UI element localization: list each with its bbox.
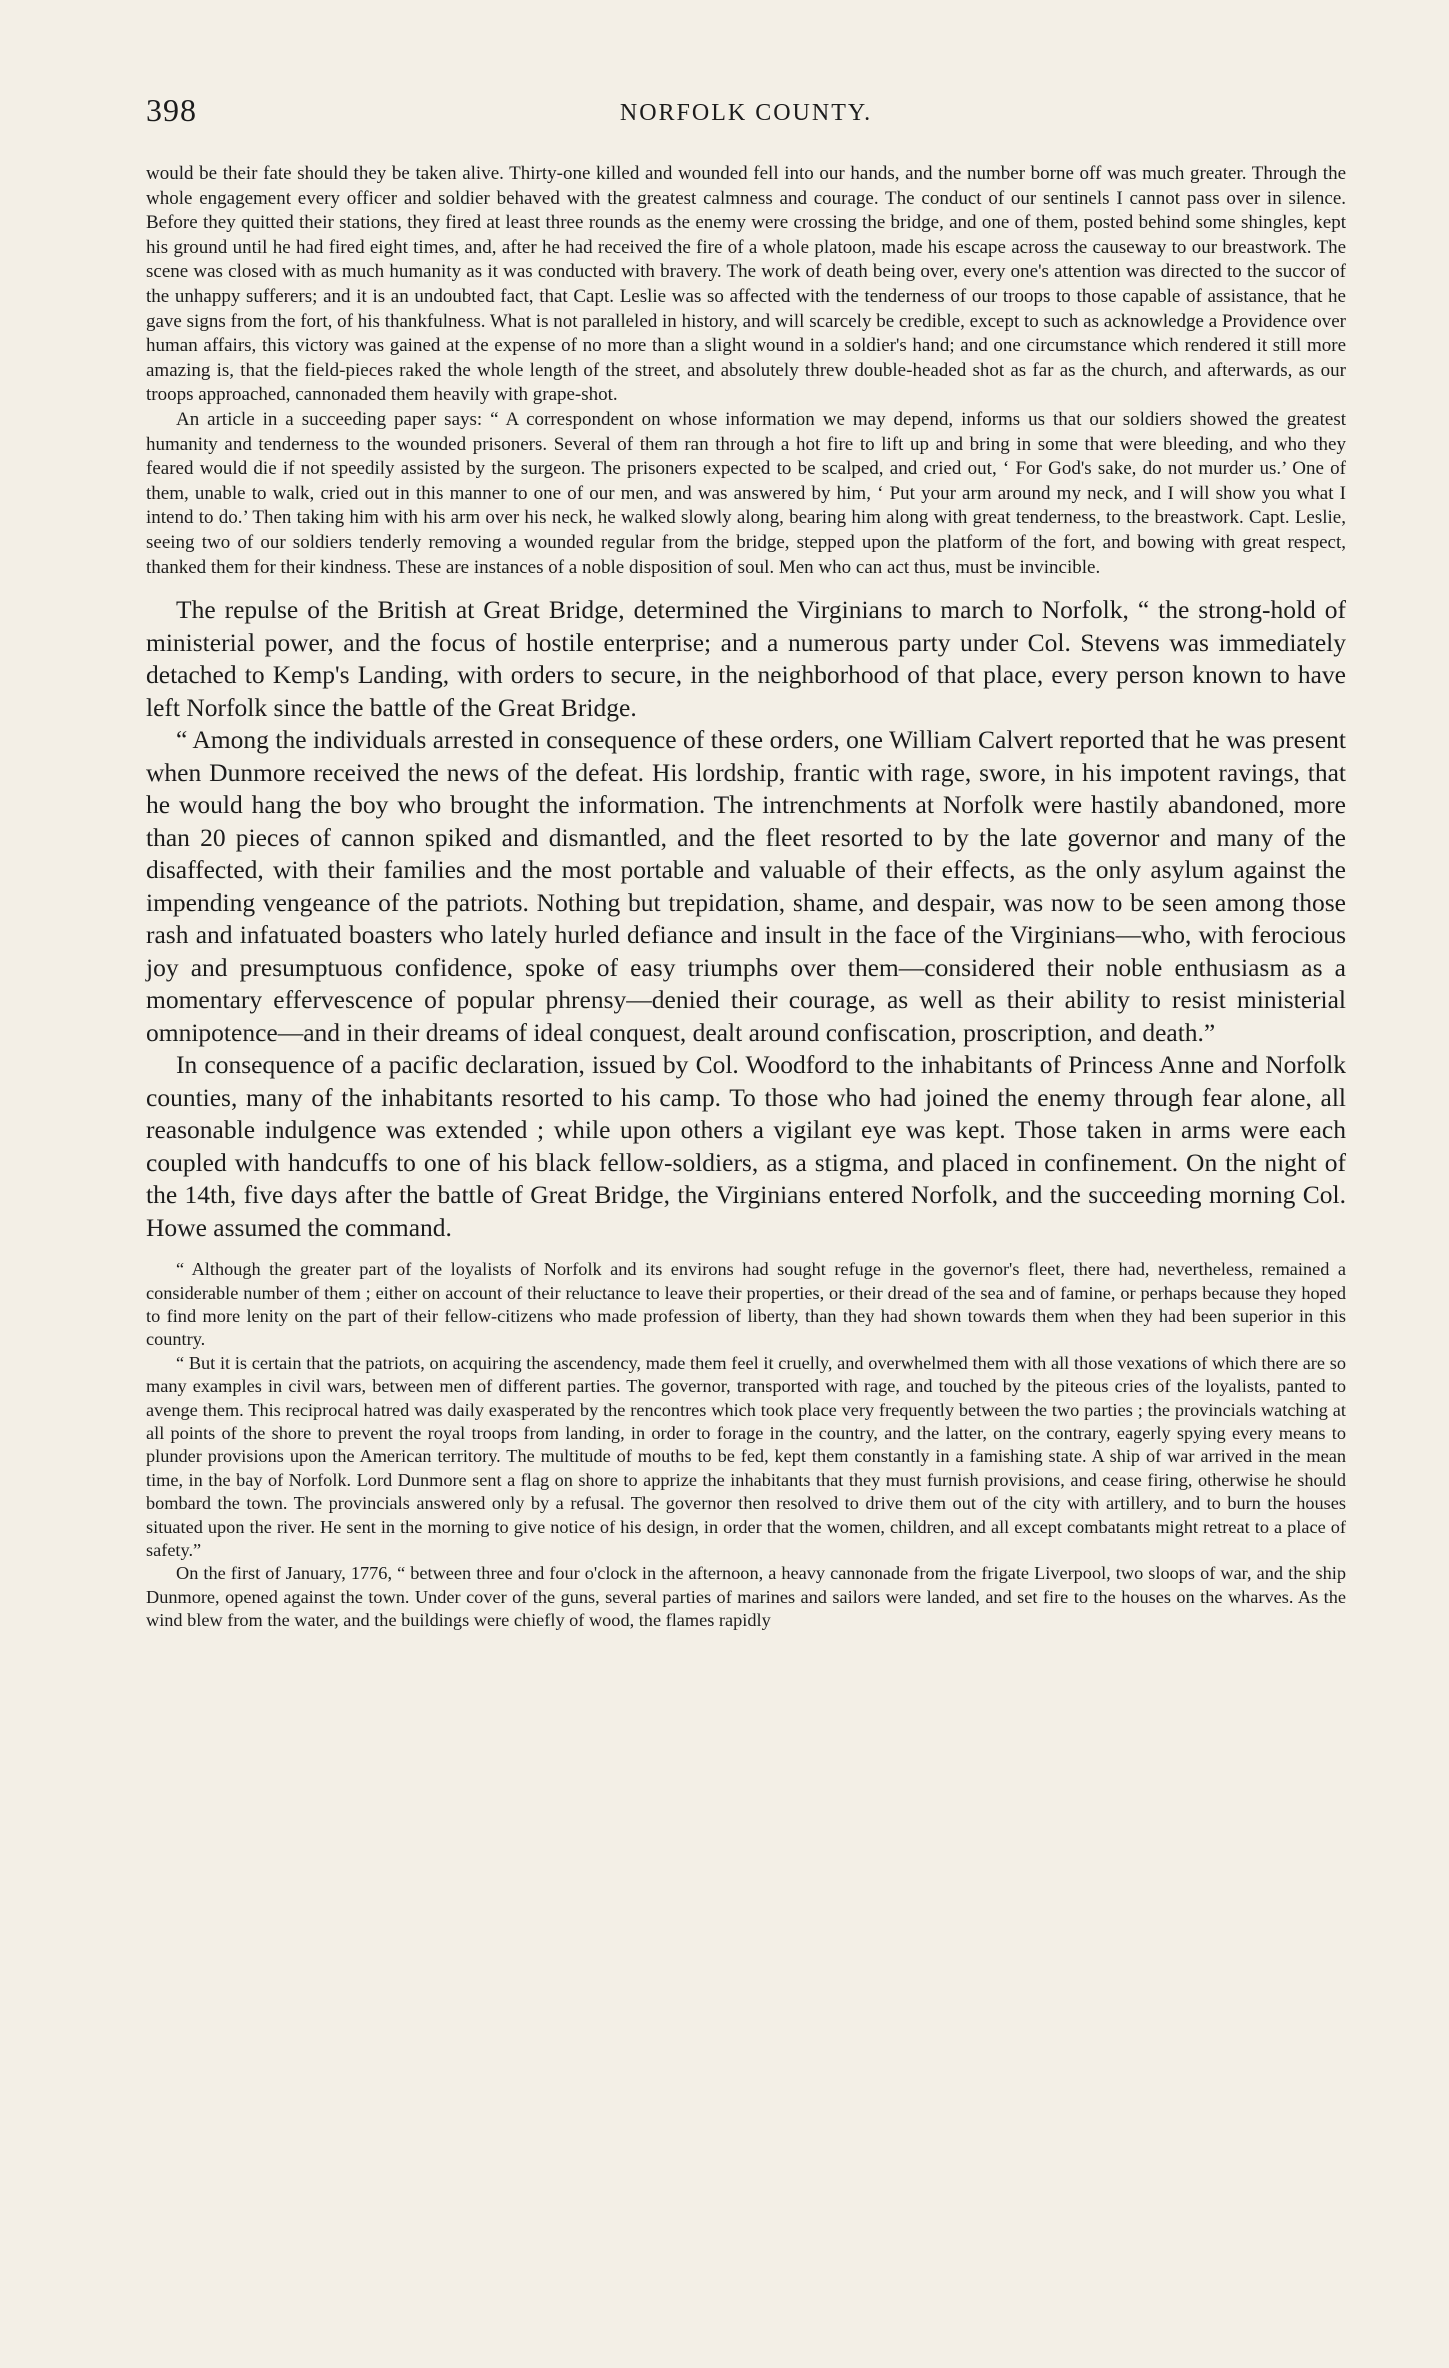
main-paragraph: In consequence of a pacific declaration, issued by Col. Woodford to the inhabitants of Princess Anne and Norfolk counties, many of the inhabitants resorted to his camp. To those who had joined the enemy through fear alone, all reasonable indulgence was extended ; while upon others a vigilant eye was kept. Those taken in arms were each coupled with handcuffs to one of his black fellow-soldiers, as a stigma, and placed in confinement. On the night of the 14th, five days after the battle of Great Bridge, the Virginians entered Norfolk, and the succeeding morning Col. Howe assumed the command. <box>146 1050 1346 1242</box>
extract-paragraph: “ But it is certain that the patriots, on acquiring the ascendency, made them feel it cruelly, and overwhelmed them with all those vexations of which there are so many examples in civil wars, between men of different parties. The governor, transported with rage, and touched by the piteous cries of the loyalists, panted to avenge them. This reciprocal hatred was daily exasperated by the rencontres which took place very frequently between the two parties ; the provincials watching at all points of the shore to prevent the royal troops from landing, in order to forage in the country, and the latter, on the contrary, eagerly spying every means to plunder provisions upon the American territory. The multitude of mouths to be fed, kept them constantly in a famishing state. A ship of war arrived in the mean time, in the bay of Norfolk. Lord Dunmore sent a flag on shore to apprize the inhabitants that they must furnish provisions, and cease firing, otherwise he should bombard the town. The provincials answered only by a refusal. The governor then resolved to drive them out of the city with artillery, and to burn the houses situated upon the river. He sent in the morning to give notice of his design, in order that the women, children, and all except combatants might retreat to a place of safety.” <box>146 1352 1346 1560</box>
quoted-account <box>146 162 1346 580</box>
page-number: 398 <box>146 92 197 128</box>
extract-paragraph: On the first of January, 1776, “ between three and four o'clock in the afternoon, a heavy cannonade from the frigate Liverpool, two sloops of war, and the ship Dunmore, opened against the town. Under cover of the guns, several parties of marines and sailors were landed, and set fire to the houses on the wharves. As the wind blew from the water, and the buildings were chiefly of wood, the flames rapidly <box>146 1563 1346 1631</box>
quote-paragraph: would be their fate should they be taken alive. Thirty-one killed and wounded fell into our hands, and the number borne off was much greater. Through the whole engagement every officer and soldier behaved with the greatest calmness and courage. The conduct of our sentinels I cannot pass over in silence. Before they quitted their stations, they fired at least three rounds as the enemy were crossing the bridge, and one of them, posted behind some shingles, kept his ground until he had fired eight times, and, after he had received the fire of a whole platoon, made his escape across the causeway to our breastwork. The scene was closed with as much humanity as it was conducted with bravery. The work of death being over, every one's attention was directed to the succor of the unhappy sufferers; and it is an undoubted fact, that Capt. Leslie was so affected with the tenderness of our troops to those capable of assistance, that he gave signs from the fort, of his thankfulness. What is not paralleled in history, and will scarcely be credible, except to such as acknowledge a Providence over human affairs, this victory was gained at the expense of no more than a slight wound in a soldier's hand; and one circumstance which rendered it still more amazing is, that the field-pieces raked the whole length of the street, and absolutely threw double-headed shot as far as the church, and afterwards, as our troops approached, cannonaded them heavily with grape-shot. <box>146 163 1346 406</box>
extract-text <box>146 1258 1346 1633</box>
quote-paragraph: An article in a succeeding paper says: “ A correspondent on whose information we may depend, informs us that our soldiers showed the greatest humanity and tenderness to the wounded prisoners. Several of them ran through a hot fire to lift up and bring in some that were bleeding, and who they feared would die if not speedily assisted by the surgeon. The prisoners expected to be scalped, and cried out, ‘ For God's sake, do not murder us.’ One of them, unable to walk, cried out in this manner to one of our men, and was answered by him, ‘ Put your arm around my neck, and I will show you what I intend to do.’ Then taking him with his arm over his neck, he walked slowly along, bearing him along with great tenderness, to the breastwork. Capt. Leslie, seeing two of our soldiers tenderly removing a wounded regular from the bridge, stepped upon the platform of the fort, and bowing with great respect, thanked them for their kindness. These are instances of a noble disposition of soul. Men who can act thus, must be invincible. <box>146 408 1346 578</box>
running-head: NORFOLK COUNTY. <box>619 100 873 126</box>
main-paragraph: “ Among the individuals arrested in consequence of these orders, one William Calvert reported that he was present when Dunmore received the news of the defeat. His lordship, frantic with rage, swore, in his impotent ravings, that he would hang the boy who brought the information. The intrenchments at Norfolk were hastily abandoned, more than 20 pieces of cannon spiked and dismantled, and the fleet resorted to by the late governor and many of the disaffected, with their families and the most portable and valuable of their effects, as the only asylum against the impending vengeance of the patriots. Nothing but trepidation, shame, and despair, was now to be seen among those rash and infatuated boasters who lately hurled defiance and insult in the face of the Virginians—who, with ferocious joy and presumptuous confidence, spoke of easy triumphs over them—considered their noble enthusiasm as a momentary effervescence of popular phrensy—denied their courage, as well as their ability to resist ministerial omnipotence—and in their dreams of ideal conquest, dealt around confiscation, proscription, and death.” <box>146 725 1346 1047</box>
page-header <box>146 92 1346 140</box>
main-text <box>146 594 1346 1244</box>
book-page <box>146 92 1346 1633</box>
extract-paragraph: “ Although the greater part of the loyalists of Norfolk and its environs had sought refuge in the governor's fleet, there had, nevertheless, remained a considerable number of them ; either on account of their reluctance to leave their properties, or their dread of the sea and of famine, or perhaps because they hoped to find more lenity on the part of their fellow-citizens who made profession of liberty, than they had shown towards them when they had been superior in this country. <box>146 1259 1346 1350</box>
main-paragraph: The repulse of the British at Great Bridge, determined the Virginians to march to Norfolk, “ the strong-hold of ministerial power, and the focus of hostile enterprise; and a numerous party under Col. Stevens was immediately detached to Kemp's Landing, with orders to secure, in the neighborhood of that place, every person known to have left Norfolk since the battle of the Great Bridge. <box>146 595 1346 722</box>
